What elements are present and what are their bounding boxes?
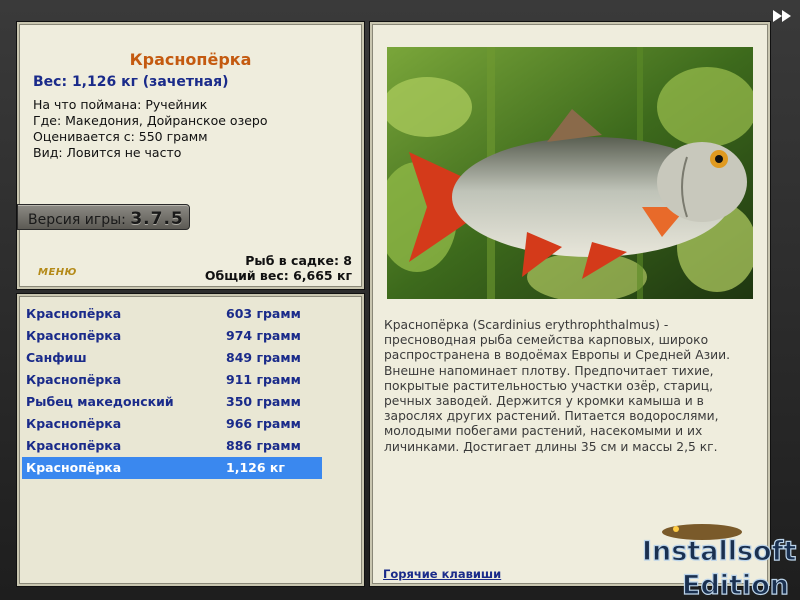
game-version-badge [17, 204, 190, 230]
fish-info-panel [17, 22, 364, 289]
catch-fish-name: Краснопёрка [26, 372, 122, 387]
catch-list-row[interactable] [22, 391, 322, 413]
fast-forward-icon [771, 9, 793, 23]
fish-details [33, 97, 268, 161]
catch-fish-weight: 911 грамм [226, 372, 301, 387]
catch-fish-name: Санфиш [26, 350, 87, 365]
fast-forward-button[interactable] [771, 9, 793, 23]
catch-fish-weight: 1,126 кг [226, 460, 285, 475]
fish-detail-panel [370, 22, 770, 586]
watermark-line2: Edition [682, 570, 789, 600]
catch-list-panel [17, 294, 364, 586]
scored-from-line: Оценивается с: 550 грамм [33, 129, 208, 144]
catch-fish-weight: 849 грамм [226, 350, 301, 365]
catch-fish-weight: 966 грамм [226, 416, 301, 431]
catch-fish-name: Краснопёрка [26, 416, 122, 431]
catch-fish-name: Краснопёрка [26, 328, 122, 343]
catch-list-row[interactable] [22, 457, 322, 479]
catch-fish-name: Краснопёрка [26, 438, 122, 453]
version-number: 3.7.5 [130, 209, 184, 229]
fish-weight: Вес: 1,126 кг (зачетная) [33, 74, 229, 90]
catch-list-row[interactable] [22, 303, 322, 325]
catch-fish-weight: 886 грамм [226, 438, 301, 453]
catch-list-row[interactable] [22, 369, 322, 391]
rarity-line: Вид: Ловится не часто [33, 145, 182, 160]
cage-total-weight: Общий вес: 6,665 кг [204, 268, 352, 283]
installsoft-watermark [640, 516, 800, 600]
catch-list-row[interactable] [22, 413, 322, 435]
cage-fish-count: Рыб в садке: 8 [245, 253, 352, 268]
catch-fish-name: Краснопёрка [26, 460, 122, 475]
catch-fish-weight: 603 грамм [226, 306, 301, 321]
watermark-line1: Installsoft [642, 536, 797, 567]
menu-button[interactable]: MЕНЮ [38, 267, 77, 278]
catch-fish-weight: 350 грамм [226, 394, 301, 409]
fish-photo [387, 47, 753, 299]
hotkeys-link[interactable]: Горячие клавиши [383, 567, 502, 581]
version-label: Версия игры: [28, 212, 131, 228]
catch-fish-weight: 974 грамм [226, 328, 301, 343]
catch-list-row[interactable] [22, 325, 322, 347]
catch-list [22, 303, 322, 479]
catch-fish-name: Краснопёрка [26, 306, 122, 321]
catch-list-row[interactable] [22, 347, 322, 369]
catch-list-row[interactable] [22, 435, 322, 457]
catch-fish-name: Рыбец македонский [26, 394, 174, 409]
bait-line: На что поймана: Ручейник [33, 97, 208, 112]
fish-description: Краснопёрка (Scardinius erythrophthalmus) - пресноводная рыба семейства карповых, широко распространена в водоёмах Европы и Средней Азии. Внешне напоминает плотву. Предпочитает тихие, покрытые растительностью участки озёр, стариц, речных заводей. Держится у кромки камыша и в зарослях других растений. Питается водорослями, молодыми побегами растений, насекомыми и их личинками. Достигает длины 35 см и массы 2,5 кг. [384, 318, 731, 454]
location-line: Где: Македония, Дойранское озеро [33, 113, 268, 128]
fish-title: Краснопёрка [129, 50, 252, 69]
